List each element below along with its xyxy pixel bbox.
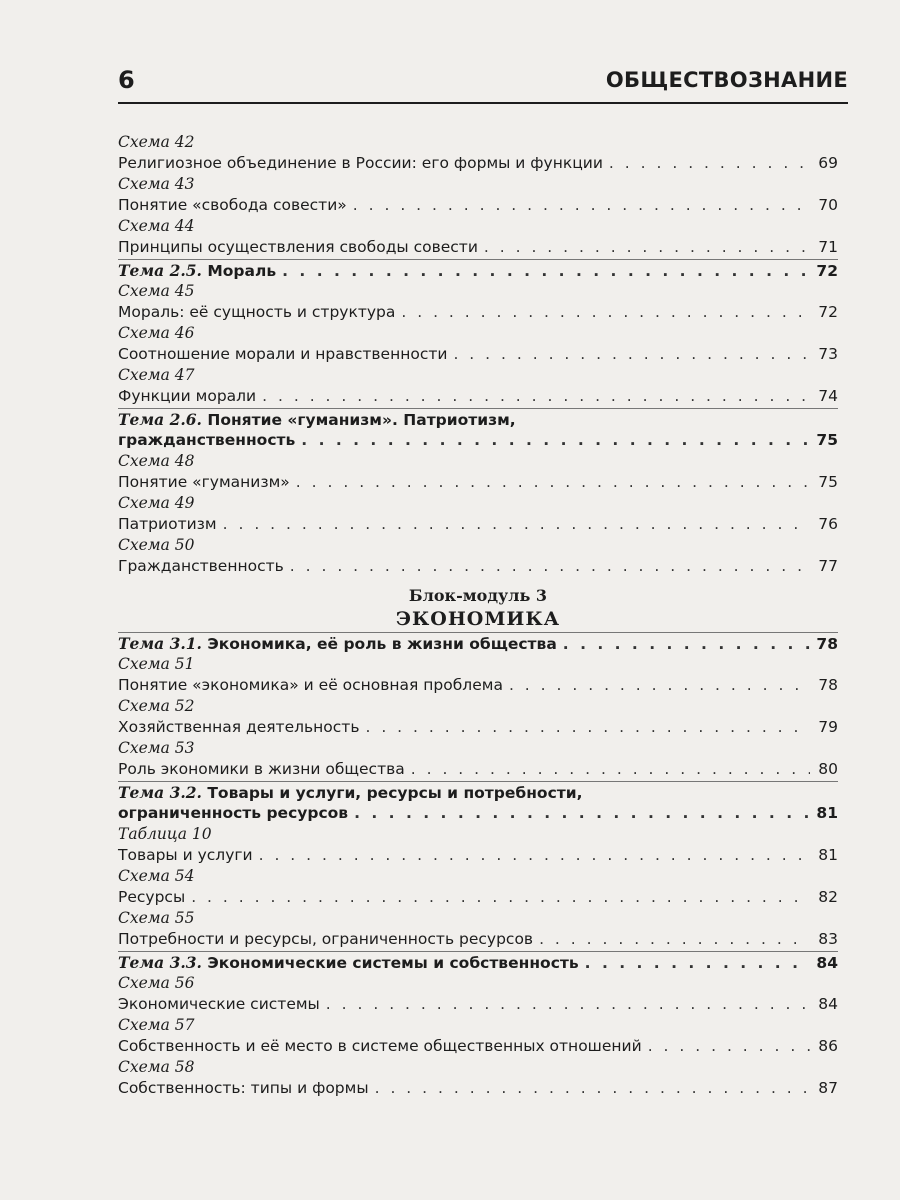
page-ref: 77	[818, 557, 838, 575]
leader-dots	[365, 717, 810, 738]
entry-title: Соотношение морали и нравственности	[118, 345, 448, 363]
block-module-title: ЭКОНОМИКА	[395, 608, 561, 630]
topic-title	[118, 260, 276, 282]
entry-title: Потребности и ресурсы, ограниченность ресурсов	[118, 930, 534, 948]
toc-entry	[118, 845, 838, 866]
toc-entry	[118, 237, 838, 258]
page-ref: 76	[818, 515, 838, 533]
page-ref: 69	[818, 154, 838, 172]
entry-title: Ресурсы	[118, 888, 186, 906]
toc-entry	[118, 344, 838, 365]
schema-label: Схема 53	[118, 739, 195, 757]
topic-entry	[118, 408, 838, 451]
leader-dots	[375, 1078, 810, 1099]
page-ref: 70	[818, 196, 838, 214]
leader-dots	[301, 430, 810, 451]
page-ref: 75	[816, 431, 838, 449]
topic-title-line	[118, 430, 838, 451]
topic-title-line	[118, 782, 838, 803]
entry-title: Понятие «гуманизм»	[118, 473, 290, 491]
leader-dots	[509, 675, 810, 696]
toc-entry	[118, 1036, 838, 1057]
toc-entry	[118, 556, 838, 577]
topic-title-line	[118, 409, 838, 430]
block-module-heading: Блок-модуль 3	[408, 586, 548, 605]
entry-title: Роль экономики в жизни общества	[118, 760, 405, 778]
page-ref: 80	[818, 760, 838, 778]
entry-title: Собственность: типы и формы	[118, 1079, 369, 1097]
toc-entry	[118, 887, 838, 908]
toc-entry	[118, 472, 838, 493]
entry-title: Религиозное объединение в России: его формы и функции	[118, 154, 603, 172]
entry-title: Понятие «свобода совести»	[118, 196, 347, 214]
topic-label: Тема 3.2.	[118, 783, 202, 802]
topic-label: Тема 3.3.	[118, 953, 202, 972]
toc-entry	[118, 675, 838, 696]
leader-dots	[585, 953, 810, 974]
leader-dots	[563, 634, 810, 655]
page-ref: 84	[816, 954, 838, 972]
schema-label: Схема 44	[118, 217, 195, 235]
page-ref: 87	[818, 1079, 838, 1097]
topic-name: Понятие «гуманизм». Патриотизм,	[207, 411, 516, 429]
leader-dots	[296, 472, 810, 493]
leader-dots	[223, 514, 810, 535]
entry-title: Товары и услуги	[118, 846, 253, 864]
leader-dots	[484, 237, 810, 258]
toc-entry	[118, 302, 838, 323]
table-of-contents	[118, 132, 838, 1099]
leader-dots	[326, 994, 810, 1015]
topic-entry	[118, 781, 838, 824]
page-ref: 81	[816, 804, 838, 822]
page-ref: 71	[818, 238, 838, 256]
page-ref: 79	[818, 718, 838, 736]
schema-label: Схема 45	[118, 282, 195, 300]
entry-title: Собственность и её место в системе общественных отношений	[118, 1037, 642, 1055]
schema-label: Схема 43	[118, 175, 195, 193]
entry-title: Принципы осуществления свободы совести	[118, 238, 478, 256]
toc-entry	[118, 195, 838, 216]
page-ref: 83	[818, 930, 838, 948]
leader-dots	[290, 556, 810, 577]
topic-label: Тема 2.6.	[118, 410, 202, 429]
page-ref: 72	[818, 303, 838, 321]
page-ref: 72	[816, 262, 838, 280]
topic-label: Тема 2.5.	[118, 261, 202, 280]
page-ref: 78	[816, 635, 838, 653]
toc-entry	[118, 929, 838, 950]
entry-title: Мораль: её сущность и структура	[118, 303, 396, 321]
schema-label: Схема 56	[118, 974, 195, 992]
page-ref: 74	[818, 387, 838, 405]
leader-dots	[259, 845, 810, 866]
page-ref: 75	[818, 473, 838, 491]
schema-label: Схема 46	[118, 324, 195, 342]
schema-label: Схема 58	[118, 1058, 195, 1076]
page-ref: 81	[818, 846, 838, 864]
topic-title-line	[118, 803, 838, 824]
page-ref: 86	[818, 1037, 838, 1055]
leader-dots	[191, 887, 810, 908]
header-rule	[118, 102, 848, 104]
topic-entry	[118, 259, 838, 281]
schema-label: Схема 55	[118, 909, 195, 927]
toc-entry	[118, 994, 838, 1015]
topic-name-cont: ограниченность ресурсов	[118, 804, 349, 822]
page-number: 6	[118, 66, 135, 94]
entry-title: Гражданственность	[118, 557, 284, 575]
toc-entry	[118, 514, 838, 535]
leader-dots	[282, 261, 810, 282]
entry-title: Понятие «экономика» и её основная проблема	[118, 676, 503, 694]
entry-title: Функции морали	[118, 387, 257, 405]
leader-dots	[401, 302, 810, 323]
leader-dots	[354, 803, 810, 824]
schema-label: Схема 48	[118, 452, 195, 470]
toc-entry	[118, 1078, 838, 1099]
page-ref: 73	[818, 345, 838, 363]
topic-entry	[118, 951, 838, 973]
leader-dots	[648, 1036, 810, 1057]
topic-name: Экономика, её роль в жизни общества	[207, 635, 557, 653]
entry-title: Патриотизм	[118, 515, 217, 533]
entry-title: Хозяйственная деятельность	[118, 718, 360, 736]
leader-dots	[353, 195, 810, 216]
entry-title: Экономические системы	[118, 995, 320, 1013]
toc-entry	[118, 759, 838, 780]
toc-entry	[118, 153, 838, 174]
topic-title	[118, 633, 557, 655]
topic-entry	[118, 632, 838, 654]
schema-label: Схема 52	[118, 697, 195, 715]
section-title: ОБЩЕСТВОЗНАНИЕ	[605, 68, 848, 92]
schema-label: Схема 50	[118, 536, 195, 554]
schema-label: Схема 42	[118, 133, 195, 151]
leader-dots	[262, 386, 810, 407]
leader-dots	[453, 344, 810, 365]
schema-label: Схема 49	[118, 494, 195, 512]
leader-dots	[411, 759, 810, 780]
topic-name: Мораль	[207, 262, 277, 280]
page-header	[118, 62, 848, 104]
topic-name: Экономические системы и собственность	[207, 954, 579, 972]
toc-entry	[118, 717, 838, 738]
schema-label: Схема 47	[118, 366, 195, 384]
page-ref: 78	[818, 676, 838, 694]
topic-name-cont: гражданственность	[118, 431, 296, 449]
leader-dots	[539, 929, 810, 950]
leader-dots	[609, 153, 810, 174]
schema-label: Таблица 10	[118, 825, 212, 843]
schema-label: Схема 57	[118, 1016, 195, 1034]
schema-label: Схема 54	[118, 867, 195, 885]
page-ref: 84	[818, 995, 838, 1013]
schema-label: Схема 51	[118, 655, 195, 673]
page-ref: 82	[818, 888, 838, 906]
toc-entry	[118, 386, 838, 407]
topic-title	[118, 952, 579, 974]
topic-label: Тема 3.1.	[118, 634, 202, 653]
topic-name: Товары и услуги, ресурсы и потребности,	[207, 784, 583, 802]
